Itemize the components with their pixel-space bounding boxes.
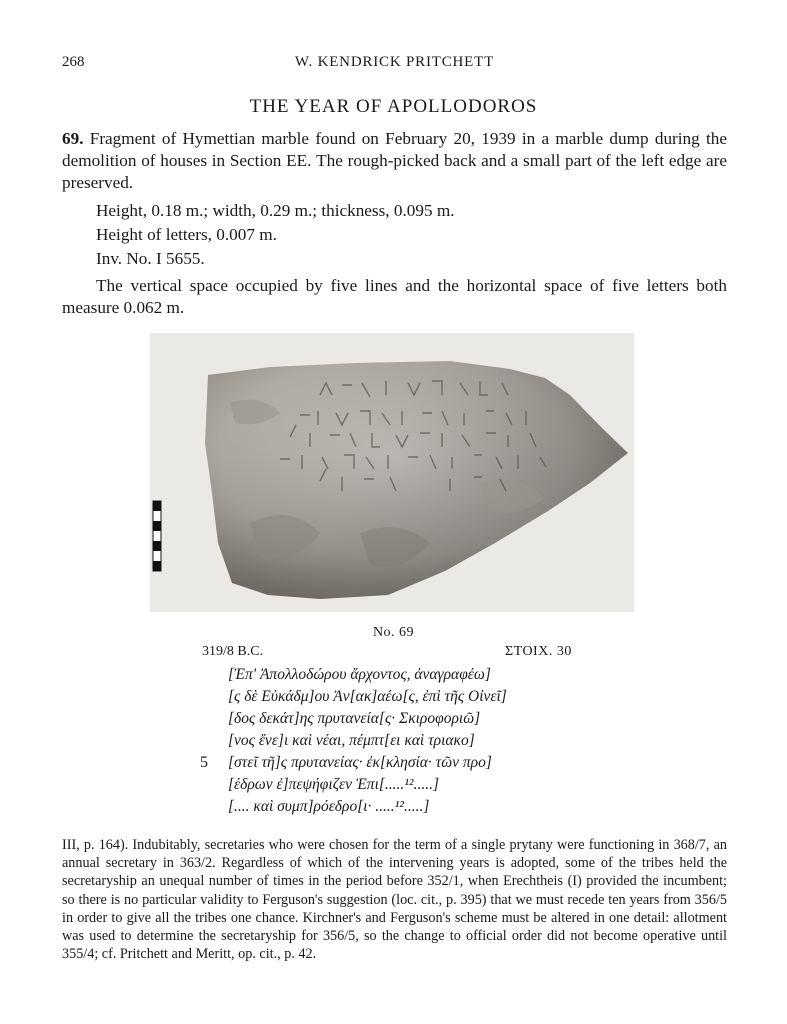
dimensions: Height, 0.18 m.; width, 0.29 m.; thickness, 0.095 m. xyxy=(96,201,455,220)
letter-height: Height of letters, 0.007 m. xyxy=(96,225,277,244)
figure-caption: No. 69 xyxy=(372,625,415,640)
running-head xyxy=(62,54,727,74)
inventory-number: Inv. No. I 5655. xyxy=(96,249,205,268)
section-title: THE YEAR OF APOLLODOROS xyxy=(249,96,538,117)
inscription-line-6: [έδρων ἐ]πεψήφιζεν Ἐπι[.....¹².....] xyxy=(228,776,439,793)
line-number-5: 5 xyxy=(200,754,208,771)
inscription-line-1: [Ἐπ' Ἀπολλοδώρου ἄρχοντος, ἀναγραφέω] xyxy=(228,666,491,683)
marble-fragment-image xyxy=(150,333,634,612)
fragment-photo xyxy=(150,333,634,612)
stoichedon-label: ΣΤΟΙΧ. 30 xyxy=(505,644,572,659)
page-number: 268 xyxy=(62,54,85,70)
inscription-line-2: [ς δὲ Εὐκάδμ]ου Ἀν[ακ]αέω[ς, ἐπὶ τῆς Οἰνεῖ] xyxy=(228,688,507,705)
inscription-line-3: [δος δεκάτ]ης πρυτανεία[ς· Σκιροφοριῶ] xyxy=(228,710,481,727)
inscription-line-7: [.... καὶ συμπ]ρόεδρο[ι· .....¹².....] xyxy=(228,798,430,815)
entry-number: 69. xyxy=(62,129,84,148)
inscription-line-4: [νος ἔνε]ι καὶ νέαι, πέμπτ[ει καὶ τριακο] xyxy=(228,732,475,749)
entry-description-text: Fragment of Hymettian marble found on February 20, 1939 in a marble dump during the demolition of houses in Section ΕΕ. The rough-picked back and a small part of the left edge are preserved. xyxy=(62,129,728,192)
inscription-date: 319/8 B.C. xyxy=(202,644,264,659)
spacing-note: The vertical space occupied by five lines and the horizontal space of five letters both measure 0.062 m. xyxy=(62,276,727,317)
scale-bar xyxy=(153,501,161,571)
entry-description xyxy=(62,128,727,194)
running-title: W. KENDRICK PRITCHETT xyxy=(294,54,495,70)
footnote-text: III, p. 164). Indubitably, secretaries who were chosen for the term of a single prytany were functioning in 368/7, an annual secretary in 363/2. Regardless of which of the intervening years is adopted, some of the tribes held the secretaryship an unequal number of times in the period before 352/1, when Erechtheis (I) provided the incumbent; so there is no particular validity to Ferguson's suggestion (loc. cit., p. 395) that we must recede ten years from 356/5 in order to give all the tribes one chance. Kirchner's and Ferguson's scheme must be altered in one detail: allotment was used to determine the secretaryship for 356/5, so the change to official order did not become operative until 355/4; cf. Pritchett and Meritt, op. cit., p. 42. xyxy=(62,837,727,963)
inscription-line-5: [στεῖ τῆ]ς πρυτανείας· ἐκ[κλησία· τῶν προ] xyxy=(228,754,492,771)
